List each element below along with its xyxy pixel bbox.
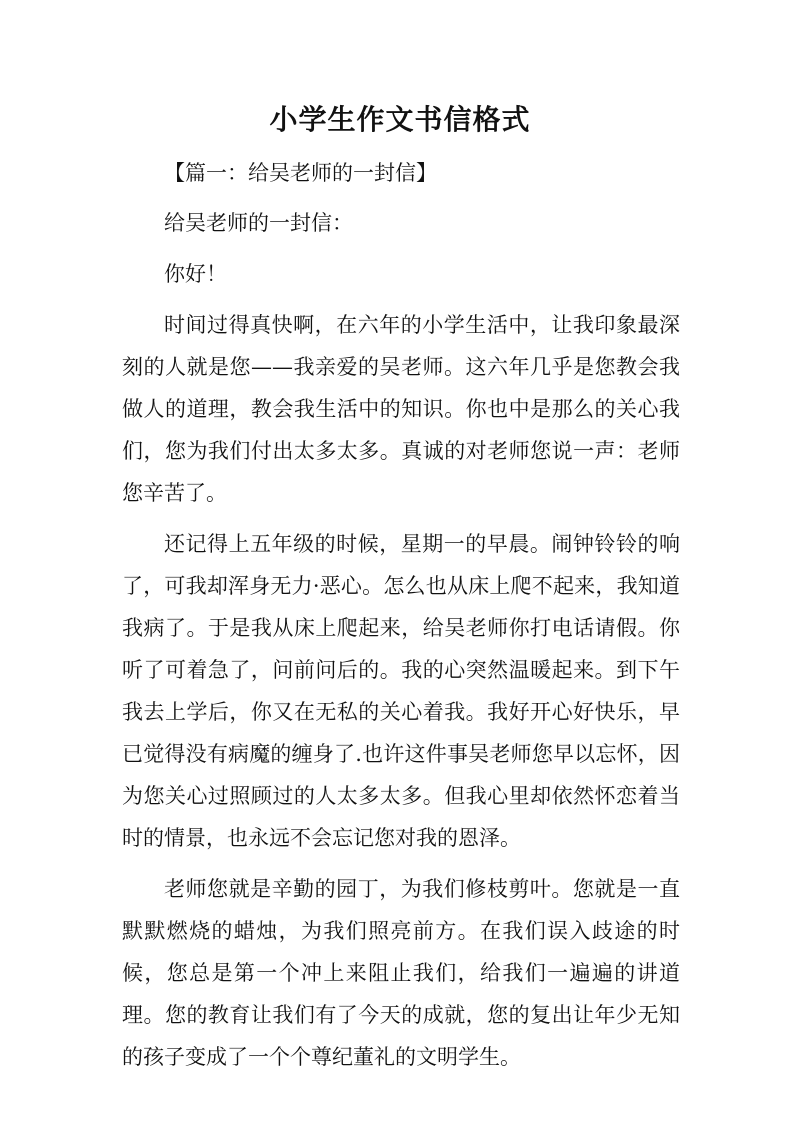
letter-salutation: 给吴老师的一封信： xyxy=(164,211,353,235)
document-title: 小学生作文书信格式 xyxy=(269,103,531,136)
section-heading: 【篇一：给吴老师的一封信】 xyxy=(164,161,437,185)
letter-greeting: 你好！ xyxy=(164,262,227,286)
body-paragraph: 还记得上五年级的时候，星期一的早晨。闹钟铃铃的响了，可我却浑身无力·恶心。怎么也从床上爬不起来，我知道我病了。于是我从床上爬起来，给吴老师你打电话请假。你听了可着急了，问前问后的。我的心突然温暖起来。到下午我去上学后，你又在无私的关心着我。我好开心好快乐，早已觉得没有病魔的缠身了.也许这件事吴老师您早以忘怀，因为您关心过照顾过的人太多太多。但我心里却依然怀恋着当时的情景，也永远不会忘记您对我的恩泽。 xyxy=(122,532,680,850)
body-paragraph: 老师您就是辛勤的园丁，为我们修枝剪叶。您就是一直默默燃烧的蜡烛，为我们照亮前方。在我们误入歧途的时候，您总是第一个冲上来阻止我们，给我们一遍遍的讲道理。您的教育让我们有了今天的成就，您的复出让年少无知的孩子变成了一个个尊纪董礼的文明学生。 xyxy=(122,877,680,1069)
document-body xyxy=(122,152,680,1087)
body-paragraph: 时间过得真快啊，在六年的小学生活中，让我印象最深刻的人就是您——我亲爱的吴老师。这六年几乎是您教会我做人的道理，教会我生活中的知识。你也中是那么的关心我们，您为我们付出太多太多。真诚的对老师您说一声：老师您辛苦了。 xyxy=(122,313,680,505)
